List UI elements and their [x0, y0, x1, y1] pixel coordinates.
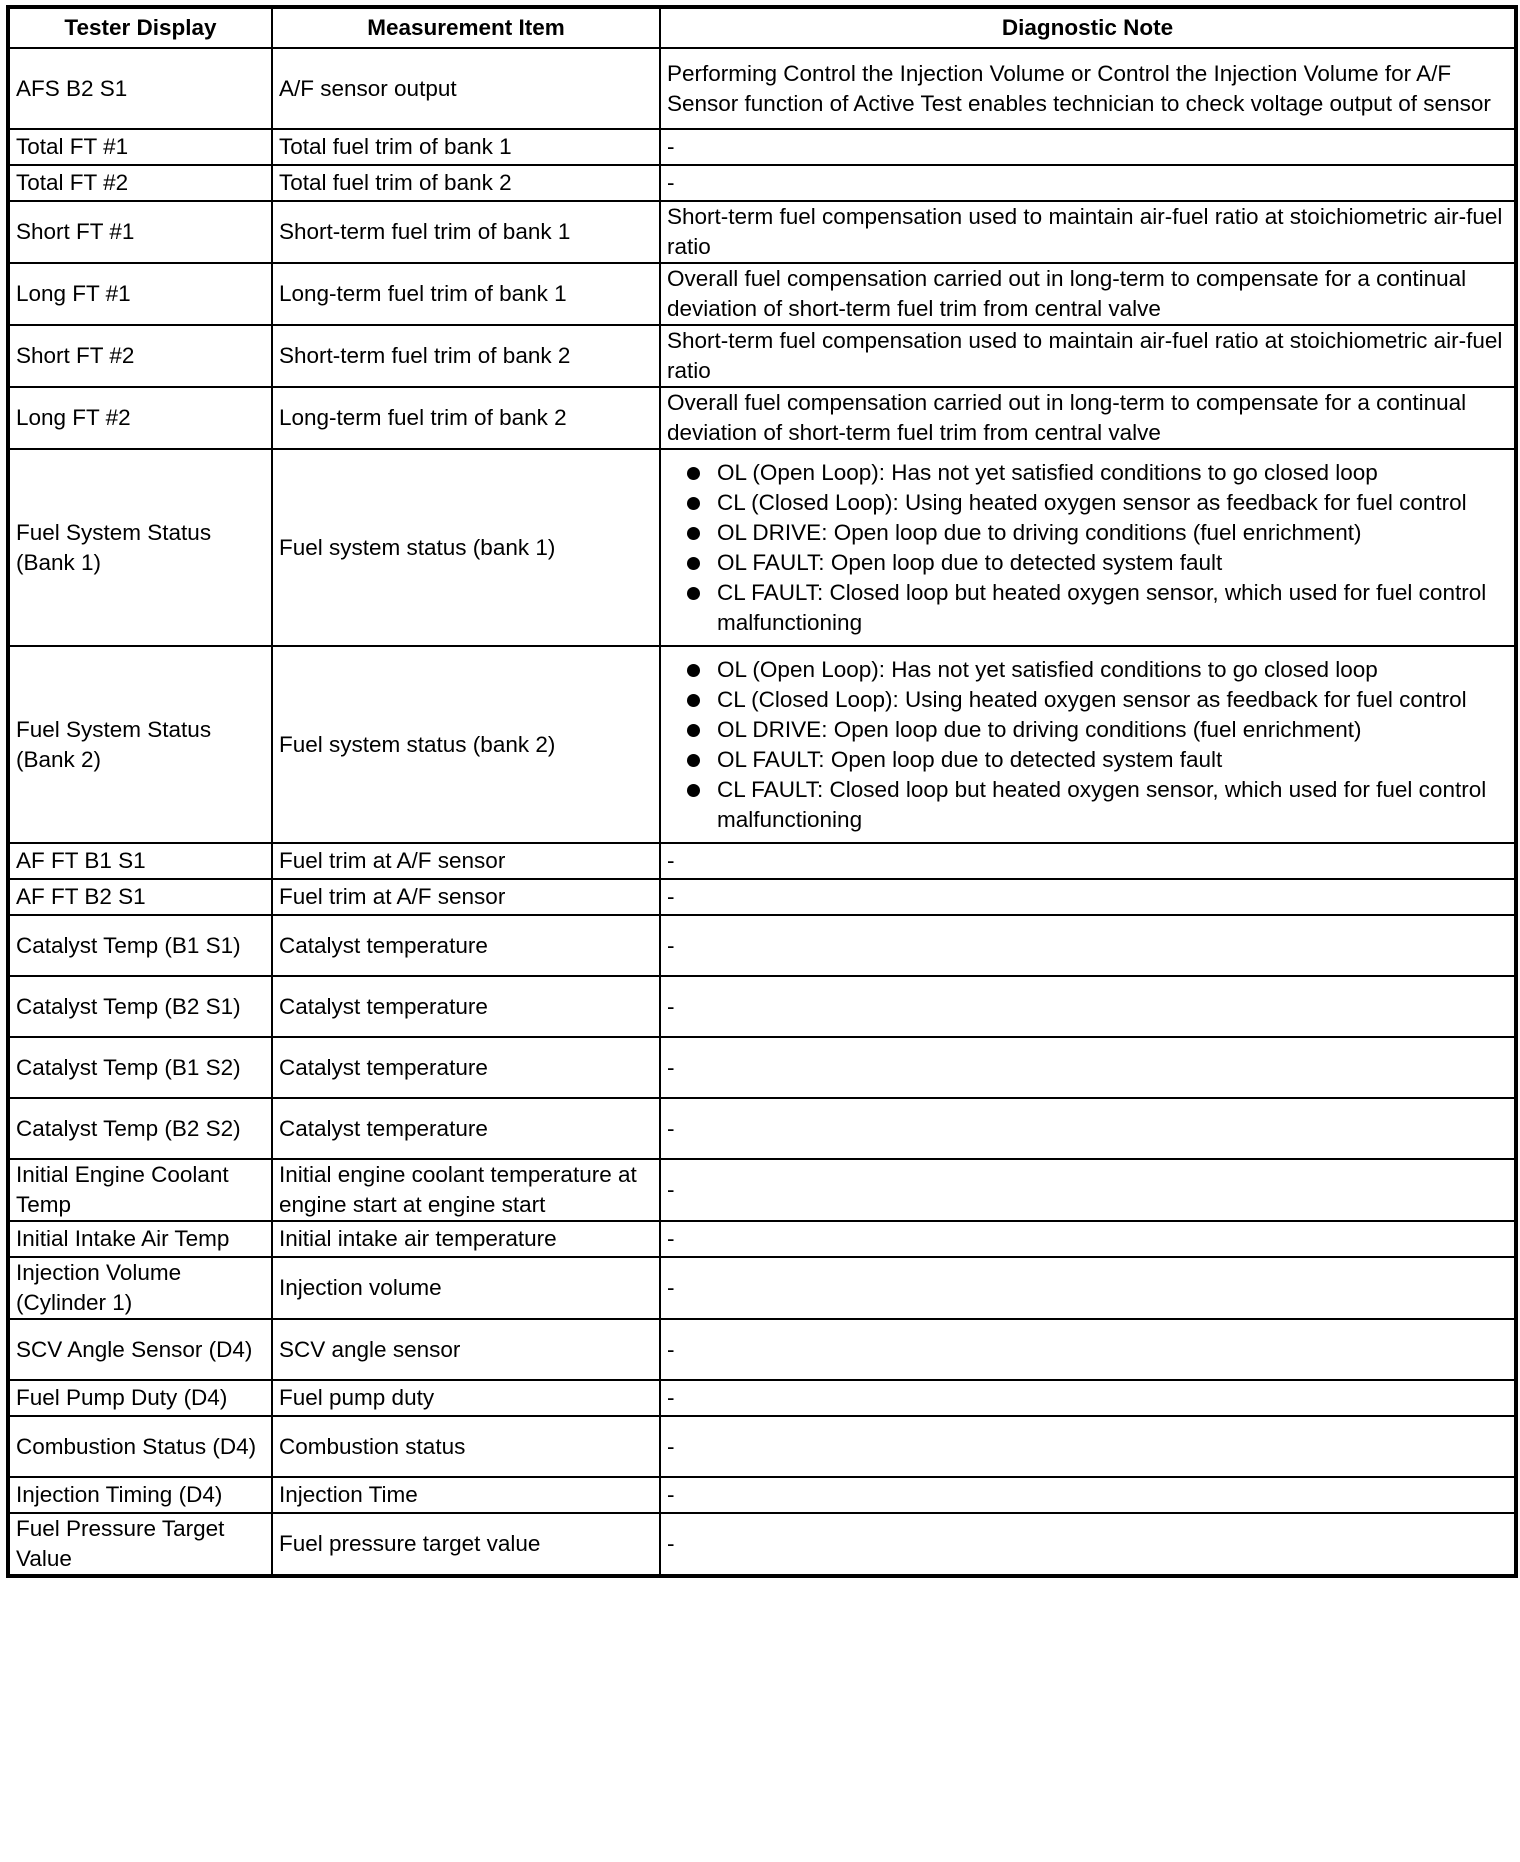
- tester-display-cell: Catalyst Temp (B2 S1): [8, 976, 272, 1037]
- table-row: [8, 201, 1516, 263]
- table-row: [8, 263, 1516, 325]
- measurement-item-cell: SCV angle sensor: [272, 1319, 660, 1380]
- diagnostic-note-cell: -: [660, 1159, 1516, 1221]
- diagnostic-note-cell: -: [660, 915, 1516, 976]
- table-row: [8, 165, 1516, 201]
- table-row: [8, 1257, 1516, 1319]
- measurement-item-cell: Combustion status: [272, 1416, 660, 1477]
- tester-display-cell: Fuel Pump Duty (D4): [8, 1380, 272, 1416]
- status-bullet-item: [667, 685, 1508, 715]
- measurement-item-cell: Catalyst temperature: [272, 1037, 660, 1098]
- diagnostic-note-cell: -: [660, 976, 1516, 1037]
- table-row: [8, 1319, 1516, 1380]
- data-list-sheet: [6, 5, 1514, 1858]
- diagnostic-note-cell: -: [660, 1319, 1516, 1380]
- tester-display-cell: Short FT #1: [8, 201, 272, 263]
- tester-display-cell: AF FT B2 S1: [8, 879, 272, 915]
- table-row: [8, 1221, 1516, 1257]
- tester-display-cell: Long FT #1: [8, 263, 272, 325]
- table-row: [8, 449, 1516, 646]
- tester-display-cell: Injection Volume (Cylinder 1): [8, 1257, 272, 1319]
- tester-display-cell: Fuel Pressure Target Value: [8, 1513, 272, 1576]
- diagnostic-note-cell: Overall fuel compensation carried out in long-term to compensate for a continual deviation of short-term fuel trim from central valve: [660, 263, 1516, 325]
- status-term: CL FAULT :: [717, 580, 830, 605]
- status-bullet-item: [667, 655, 1508, 685]
- measurement-item-cell: Fuel trim at A/F sensor: [272, 843, 660, 879]
- diagnostic-note-cell: -: [660, 843, 1516, 879]
- status-description: Has not yet satisfied conditions to go closed loop: [891, 459, 1378, 485]
- diagnostic-note-cell: -: [660, 1037, 1516, 1098]
- measurement-item-cell: Fuel pressure target value: [272, 1513, 660, 1576]
- table-row: [8, 129, 1516, 165]
- measurement-item-cell: Long-term fuel trim of bank 1: [272, 263, 660, 325]
- status-description: Open loop due to detected system fault: [830, 746, 1223, 772]
- measurement-item-cell: Total fuel trim of bank 2: [272, 165, 660, 201]
- measurement-item-cell: Catalyst temperature: [272, 1098, 660, 1159]
- tester-display-cell: AF FT B1 S1: [8, 843, 272, 879]
- diagnostic-note-cell: Overall fuel compensation carried out in long-term to compensate for a continual deviation of short-term fuel trim from central valve: [660, 387, 1516, 449]
- measurement-item-cell: Initial intake air temperature: [272, 1221, 660, 1257]
- tester-display-cell: Initial Engine Coolant Temp: [8, 1159, 272, 1221]
- measurement-item-cell: Catalyst temperature: [272, 976, 660, 1037]
- table-row: [8, 843, 1516, 879]
- tester-display-cell: Fuel System Status (Bank 1): [8, 449, 272, 646]
- status-description: Open loop due to driving conditions (fuel enrichment): [833, 519, 1362, 545]
- diagnostic-note-cell: -: [660, 129, 1516, 165]
- diagnostic-note-cell: Performing Control the Injection Volume or Control the Injection Volume for A/F Sensor function of Active Test enables technician to check voltage output of sensor: [660, 48, 1516, 129]
- measurement-item-cell: Total fuel trim of bank 1: [272, 129, 660, 165]
- status-bullet-item: [667, 518, 1508, 548]
- status-description: Closed loop but heated oxygen sensor, which used for fuel control malfunctioning: [717, 579, 1487, 635]
- header-diagnostic-note: Diagnostic Note: [660, 7, 1516, 48]
- status-term: OL DRIVE :: [717, 520, 834, 545]
- measurement-item-cell: Long-term fuel trim of bank 2: [272, 387, 660, 449]
- status-bullet-item: [667, 548, 1508, 578]
- table-row: [8, 1159, 1516, 1221]
- diagnostic-note-cell: -: [660, 1477, 1516, 1513]
- diagnostic-note-cell: -: [660, 879, 1516, 915]
- diagnostic-note-cell: -: [660, 1380, 1516, 1416]
- table-row: [8, 1416, 1516, 1477]
- status-description: Using heated oxygen sensor as feedback for fuel control: [905, 489, 1467, 515]
- data-list-table: [6, 5, 1518, 1578]
- measurement-item-cell: Initial engine coolant temperature at engine start at engine start: [272, 1159, 660, 1221]
- diagnostic-note-cell: -: [660, 165, 1516, 201]
- diagnostic-note-cell: -: [660, 1221, 1516, 1257]
- table-row: [8, 1037, 1516, 1098]
- table-row: [8, 1477, 1516, 1513]
- status-term: CL (Closed Loop) :: [717, 490, 905, 515]
- status-term: CL FAULT :: [717, 777, 830, 802]
- table-row: [8, 1098, 1516, 1159]
- table-row: [8, 387, 1516, 449]
- tester-display-cell: Long FT #2: [8, 387, 272, 449]
- tester-display-cell: Catalyst Temp (B2 S2): [8, 1098, 272, 1159]
- diagnostic-note-cell: [660, 449, 1516, 646]
- status-description: Open loop due to driving conditions (fuel enrichment): [833, 716, 1362, 742]
- status-description: Closed loop but heated oxygen sensor, which used for fuel control malfunctioning: [717, 776, 1487, 832]
- measurement-item-cell: Catalyst temperature: [272, 915, 660, 976]
- status-term: CL (Closed Loop) :: [717, 687, 905, 712]
- status-term: OL (Open Loop) :: [717, 657, 891, 682]
- tester-display-cell: Fuel System Status (Bank 2): [8, 646, 272, 843]
- status-bullet-list: [667, 458, 1508, 638]
- table-row: [8, 48, 1516, 129]
- measurement-item-cell: Fuel trim at A/F sensor: [272, 879, 660, 915]
- status-term: OL FAULT :: [717, 747, 831, 772]
- header-measurement-item: Measurement Item: [272, 7, 660, 48]
- status-description: Using heated oxygen sensor as feedback for fuel control: [905, 686, 1467, 712]
- tester-display-cell: Total FT #1: [8, 129, 272, 165]
- measurement-item-cell: Short-term fuel trim of bank 2: [272, 325, 660, 387]
- table-row: [8, 915, 1516, 976]
- tester-display-cell: Catalyst Temp (B1 S1): [8, 915, 272, 976]
- tester-display-cell: AFS B2 S1: [8, 48, 272, 129]
- status-bullet-item: [667, 458, 1508, 488]
- diagnostic-note-cell: -: [660, 1098, 1516, 1159]
- measurement-item-cell: Fuel system status (bank 1): [272, 449, 660, 646]
- diagnostic-note-cell: -: [660, 1257, 1516, 1319]
- status-bullet-item: [667, 745, 1508, 775]
- diagnostic-note-cell: -: [660, 1513, 1516, 1576]
- measurement-item-cell: Injection volume: [272, 1257, 660, 1319]
- measurement-item-cell: A/F sensor output: [272, 48, 660, 129]
- status-bullet-list: [667, 655, 1508, 835]
- tester-display-cell: Short FT #2: [8, 325, 272, 387]
- header-row: [8, 7, 1516, 48]
- status-bullet-item: [667, 578, 1508, 638]
- table-row: [8, 879, 1516, 915]
- status-bullet-item: [667, 715, 1508, 745]
- table-row: [8, 325, 1516, 387]
- diagnostic-note-cell: Short-term fuel compensation used to maintain air-fuel ratio at stoichiometric air-fuel ratio: [660, 201, 1516, 263]
- tester-display-cell: Catalyst Temp (B1 S2): [8, 1037, 272, 1098]
- measurement-item-cell: Short-term fuel trim of bank 1: [272, 201, 660, 263]
- tester-display-cell: Total FT #2: [8, 165, 272, 201]
- table-row: [8, 646, 1516, 843]
- table-row: [8, 976, 1516, 1037]
- diagnostic-note-cell: [660, 646, 1516, 843]
- table-row: [8, 1380, 1516, 1416]
- tester-display-cell: Initial Intake Air Temp: [8, 1221, 272, 1257]
- tester-display-cell: SCV Angle Sensor (D4): [8, 1319, 272, 1380]
- diagnostic-note-cell: -: [660, 1416, 1516, 1477]
- tester-display-cell: Injection Timing (D4): [8, 1477, 272, 1513]
- status-description: Has not yet satisfied conditions to go closed loop: [891, 656, 1378, 682]
- diagnostic-note-cell: Short-term fuel compensation used to maintain air-fuel ratio at stoichiometric air-fuel ratio: [660, 325, 1516, 387]
- status-term: OL FAULT :: [717, 550, 831, 575]
- tester-display-cell: Combustion Status (D4): [8, 1416, 272, 1477]
- measurement-item-cell: Fuel pump duty: [272, 1380, 660, 1416]
- table-row: [8, 1513, 1516, 1576]
- status-bullet-item: [667, 775, 1508, 835]
- status-description: Open loop due to detected system fault: [830, 549, 1223, 575]
- header-tester-display: Tester Display: [8, 7, 272, 48]
- measurement-item-cell: Injection Time: [272, 1477, 660, 1513]
- status-term: OL DRIVE :: [717, 717, 834, 742]
- status-bullet-item: [667, 488, 1508, 518]
- measurement-item-cell: Fuel system status (bank 2): [272, 646, 660, 843]
- status-term: OL (Open Loop) :: [717, 460, 891, 485]
